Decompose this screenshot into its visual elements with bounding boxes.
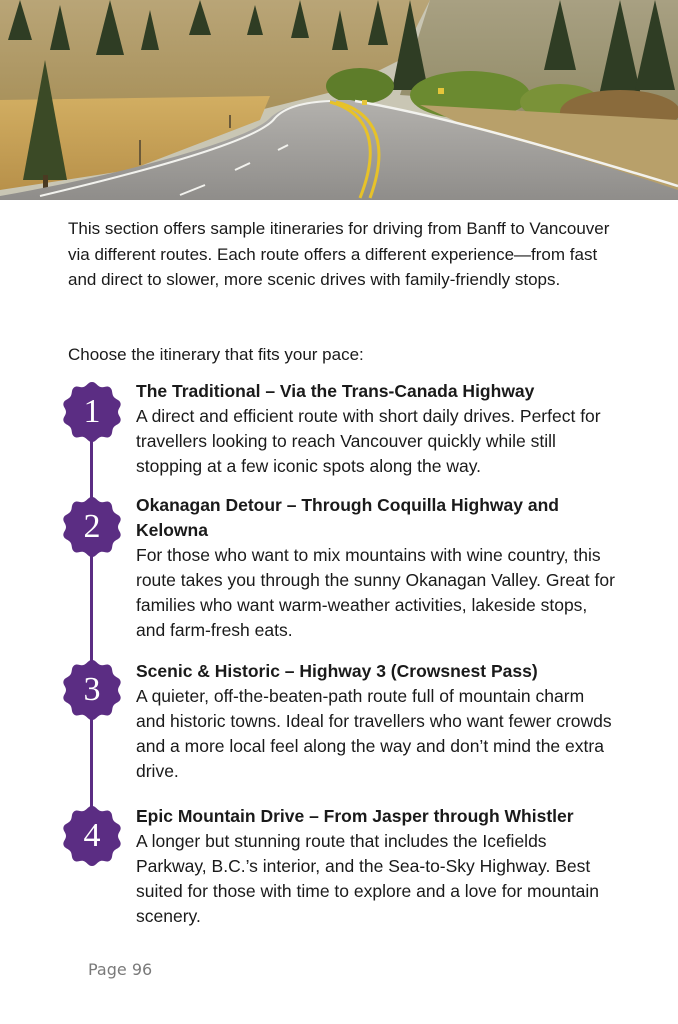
hero-road-photo <box>0 0 678 200</box>
itinerary-item-2 <box>136 493 616 643</box>
intro-paragraph: This section offers sample itineraries for driving from Banff to Vancouver via different routes. Each route offers a different experience—from fast and direct to slower, more scenic drives with family-friendly stops. <box>68 219 610 289</box>
itinerary-description: For those who want to mix mountains with wine country, this route takes you through the sunny Okanagan Valley. Great for families who want warm-weather activities, lakeside stops, and farm-fresh eats. <box>136 545 615 640</box>
itinerary-number: 4 <box>83 817 101 854</box>
itinerary-description: A quieter, off-the-beaten-path route full of mountain charm and historic towns. Ideal for travellers who want fewer crowds and a more local feel along the way and don’t mind the extra drive. <box>136 686 612 781</box>
itinerary-description: A direct and efficient route with short daily drives. Perfect for travellers looking to reach Vancouver quickly while still stopping at a few iconic spots along the way. <box>136 406 601 476</box>
itinerary-number: 1 <box>83 393 101 430</box>
itinerary-item-1 <box>136 379 616 479</box>
itinerary-3-number-badge <box>61 659 123 721</box>
itinerary-1-number-badge <box>61 381 123 443</box>
itinerary-item-3 <box>136 659 616 784</box>
itinerary-description: A longer but stunning route that includes the Icefields Parkway, B.C.’s interior, and the Sea-to-Sky Highway. Best suited for those with time to explore and a love for mountain scenery. <box>136 831 600 926</box>
itinerary-4-number-badge <box>61 805 123 867</box>
choose-prompt: Choose the itinerary that fits your pace: <box>68 345 364 364</box>
itinerary-title: Epic Mountain Drive – From Jasper through Whistler <box>136 806 574 826</box>
itinerary-2-number-badge <box>61 496 123 558</box>
road-landscape-illustration <box>0 0 678 200</box>
itinerary-number: 2 <box>83 508 101 545</box>
timeline-connector-line <box>90 412 93 838</box>
itinerary-title: The Traditional – Via the Trans-Canada Highway <box>136 381 535 401</box>
itinerary-title: Scenic & Historic – Highway 3 (Crowsnest Pass) <box>136 661 538 681</box>
itinerary-title: Okanagan Detour – Through Coquilla Highway and Kelowna <box>136 495 559 540</box>
page-number: Page 96 <box>88 960 153 979</box>
itinerary-number: 3 <box>83 671 101 708</box>
itinerary-item-4 <box>136 804 616 929</box>
